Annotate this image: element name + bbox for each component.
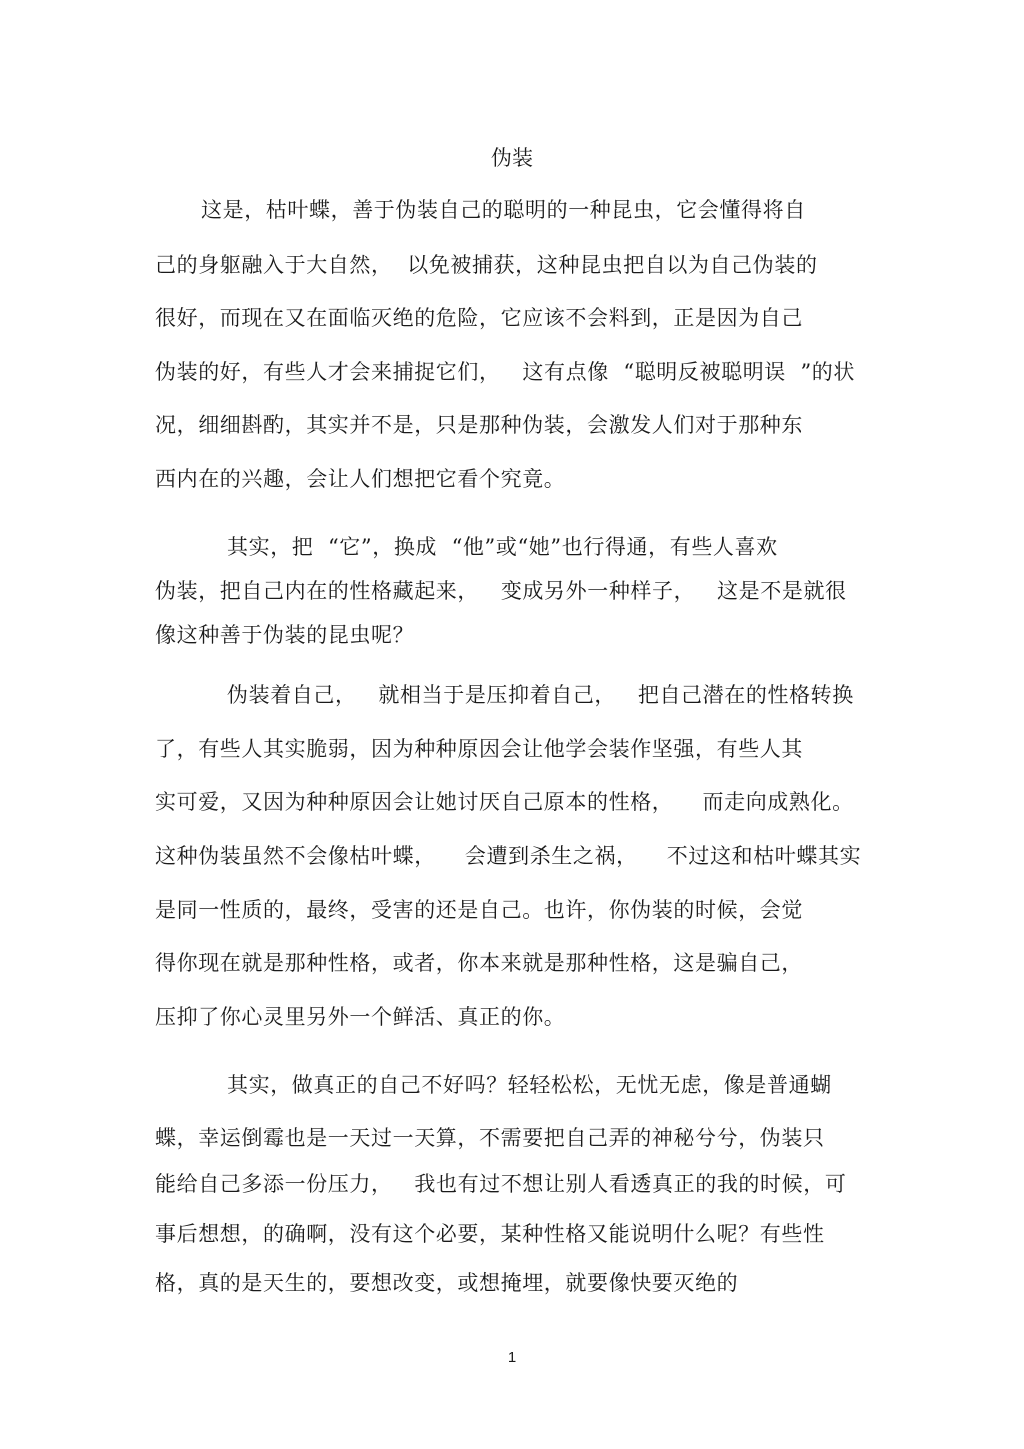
page-title: 伪装 <box>491 146 533 170</box>
text-line: 很好，而现在又在面临灭绝的危险，它应该不会料到，正是因为自己 <box>155 306 803 330</box>
text-line: 伪装，把自己内在的性格藏起来， 变成另外一种样子， 这是不是就很 <box>155 579 847 603</box>
text-line: 己的身躯融入于大自然， 以免被捕获，这种昆虫把自以为自己伪装的 <box>155 253 818 277</box>
text-line: 这是，枯叶蝶，善于伪装自己的聪明的一种昆虫，它会懂得将自 <box>201 198 806 222</box>
text-line: 事后想想，的确啊，没有这个必要，某种性格又能说明什么呢？有些性 <box>155 1222 825 1246</box>
text-line: 其实，把 “它”，换成 “他”或“她”也行得通，有些人喜欢 <box>227 535 778 559</box>
text-line: 了，有些人其实脆弱，因为种种原因会让他学会装作坚强，有些人其 <box>155 737 803 761</box>
text-line: 像这种善于伪装的昆虫呢？ <box>155 623 415 647</box>
text-line: 这种伪装虽然不会像枯叶蝶， 会遭到杀生之祸， 不过这和枯叶蝶其实 <box>155 844 862 868</box>
text-line: 伪装的好，有些人才会来捕捉它们， 这有点像 “聪明反被聪明误 ”的状 <box>155 360 855 384</box>
text-line: 况，细细斟酌，其实并不是，只是那种伪装，会激发人们对于那种东 <box>155 413 803 437</box>
text-line: 得你现在就是那种性格，或者，你本来就是那种性格，这是骗自己， <box>155 951 803 975</box>
text-line: 格，真的是天生的，要想改变，或想掩埋，就要像快要灭绝的 <box>155 1271 739 1295</box>
text-line: 西内在的兴趣，会让人们想把它看个究竟。 <box>155 467 566 491</box>
text-line: 其实，做真正的自己不好吗？轻轻松松，无忧无虑，像是普通蝴 <box>227 1073 832 1097</box>
text-line: 压抑了你心灵里另外一个鲜活、真正的你。 <box>155 1005 566 1029</box>
text-line: 实可爱，又因为种种原因会让她讨厌自己原本的性格， 而走向成熟化。 <box>155 790 854 814</box>
text-line: 能给自己多添一份压力， 我也有过不想让别人看透真正的我的时候，可 <box>155 1172 847 1196</box>
text-line: 是同一性质的，最终，受害的还是自己。也许，你伪装的时候，会觉 <box>155 898 803 922</box>
text-line: 蝶，幸运倒霉也是一天过一天算，不需要把自己弄的神秘兮兮，伪装只 <box>155 1126 825 1150</box>
page-number: 1 <box>507 1349 517 1366</box>
text-line: 伪装着自己， 就相当于是压抑着自己， 把自己潜在的性格转换 <box>227 683 854 707</box>
